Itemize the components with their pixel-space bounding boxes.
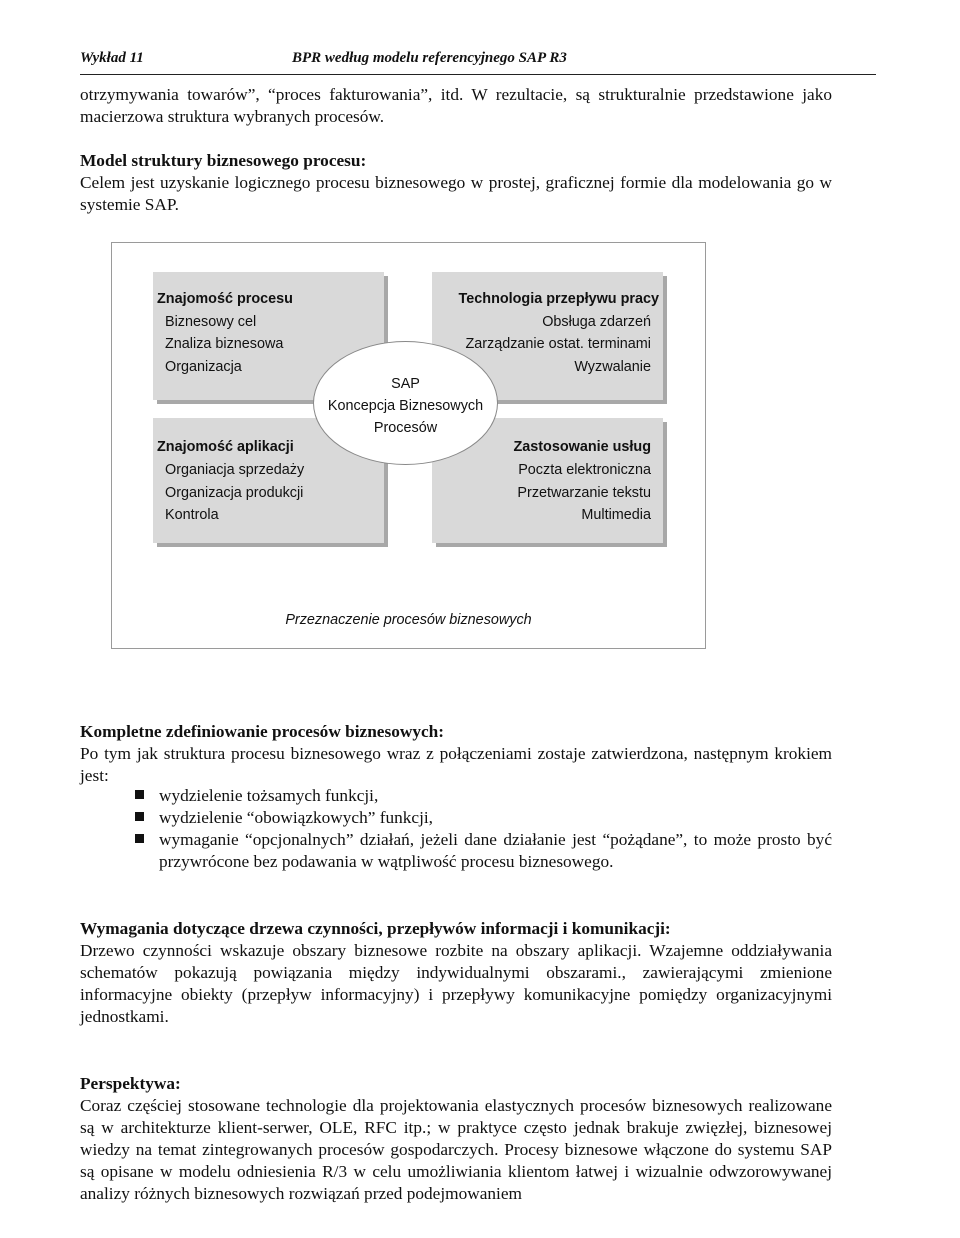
requirements-section xyxy=(80,918,832,1028)
complete-heading: Kompletne zdefiniowanie procesów biznesowych: xyxy=(80,722,445,741)
diagram-caption: Przeznaczenie procesów biznesowych xyxy=(285,612,532,628)
requirements-heading: Wymagania dotyczące drzewa czynności, przepływów informacji i komunikacji: xyxy=(80,919,671,938)
quadrant-item: Biznesowy cel xyxy=(165,314,257,330)
quadrant-title: Zastosowanie usług xyxy=(513,439,651,455)
bullet-square-icon xyxy=(135,790,144,799)
process-diagram xyxy=(111,242,706,649)
intro-paragraph: otrzymywania towarów”, “proces fakturowania”, itd. W rezultacie, są strukturalnie przedstawione jako macierzowa struktura wybranych procesów. xyxy=(80,85,832,126)
center-label-concept: Koncepcja Biznesowych xyxy=(327,398,484,414)
quadrant-item: Wyzwalanie xyxy=(574,359,651,375)
list-item xyxy=(80,807,832,829)
requirements-text: Drzewo czynności wskazuje obszary biznesowe rozbite na obszary aplikacji. Wzajemne oddziaływania schematów pokazują powiązania między indywidualnymi obszarami., zawierającymi zmienione informacyjne obiekty (przepływ informacyjny) i przepływy komunikacyjne pomiędzy organizacyjnymi jednostkami. xyxy=(80,941,832,1026)
model-text: Celem jest uzyskanie logicznego procesu biznesowego w prostej, graficznej formie dla modelowania go w systemie SAP. xyxy=(80,173,832,214)
quadrant-title: Znajomość aplikacji xyxy=(157,439,294,455)
quadrant-item: Poczta elektroniczna xyxy=(518,462,651,478)
quadrant-item: Organizacja produkcji xyxy=(165,485,304,501)
quadrant-item: Obsługa zdarzeń xyxy=(542,314,651,330)
bullet-list xyxy=(80,785,832,873)
perspective-text: Coraz częściej stosowane technologie dla projektowania elastycznych procesów biznesowych realizowane są w architekturze klient-serwer, OLE, RFC itp.; w praktyce często jednak brakuje zwięzłej, biznesowej wiedzy na temat zintegrowanych procesów gospodarczych. Procesy biznesowe włączone do systemu SAP są opisane w modelu odniesienia R/3 w celu umożliwiania klientom łatwej i wizualnie odwzorowywanej analizy różnych biznesowych rozwiązań przed podejmowaniem xyxy=(80,1096,832,1203)
complete-section xyxy=(80,721,832,787)
quadrant-item: Multimedia xyxy=(581,507,651,523)
model-section xyxy=(80,150,832,216)
center-label-processes: Procesów xyxy=(373,420,438,436)
quadrant-title: Technologia przepływu pracy xyxy=(458,291,659,307)
quadrant-item: Organiacja sprzedaży xyxy=(165,462,305,478)
perspective-section xyxy=(80,1073,832,1205)
list-item-text: wydzielenie “obowiązkowych” funkcji, xyxy=(159,808,433,827)
center-label-sap: SAP xyxy=(391,376,420,392)
list-item xyxy=(80,785,832,807)
quadrant-item: Kontrola xyxy=(165,507,219,523)
complete-text: Po tym jak struktura procesu biznesowego wraz z połączeniami zostaje zatwierdzona, następnym krokiem jest: xyxy=(80,744,832,785)
perspective-heading: Perspektywa: xyxy=(80,1074,181,1093)
lecture-label: Wykład 11 xyxy=(80,50,144,66)
page-header xyxy=(80,50,876,75)
document-title: BPR według modelu referencyjnego SAP R3 xyxy=(292,50,567,66)
quadrant-item: Organizacja xyxy=(165,359,242,375)
bullet-square-icon xyxy=(135,812,144,821)
quadrant-title: Znajomość procesu xyxy=(157,291,293,307)
list-item xyxy=(80,829,832,873)
bullet-square-icon xyxy=(135,834,144,843)
quadrant-item: Zarządzanie ostat. terminami xyxy=(465,336,651,352)
list-item-text: wydzielenie tożsamych funkcji, xyxy=(159,786,379,805)
list-item-text: wymaganie “opcjonalnych” działań, jeżeli dane działanie jest “pożądane”, to może prosto być przywrócone bez podawania w wątpliwość procesu biznesowego. xyxy=(159,830,832,871)
model-heading: Model struktury biznesowego procesu: xyxy=(80,151,367,170)
quadrant-item: Przetwarzanie tekstu xyxy=(517,485,651,501)
quadrant-item: Znaliza biznesowa xyxy=(165,336,284,352)
